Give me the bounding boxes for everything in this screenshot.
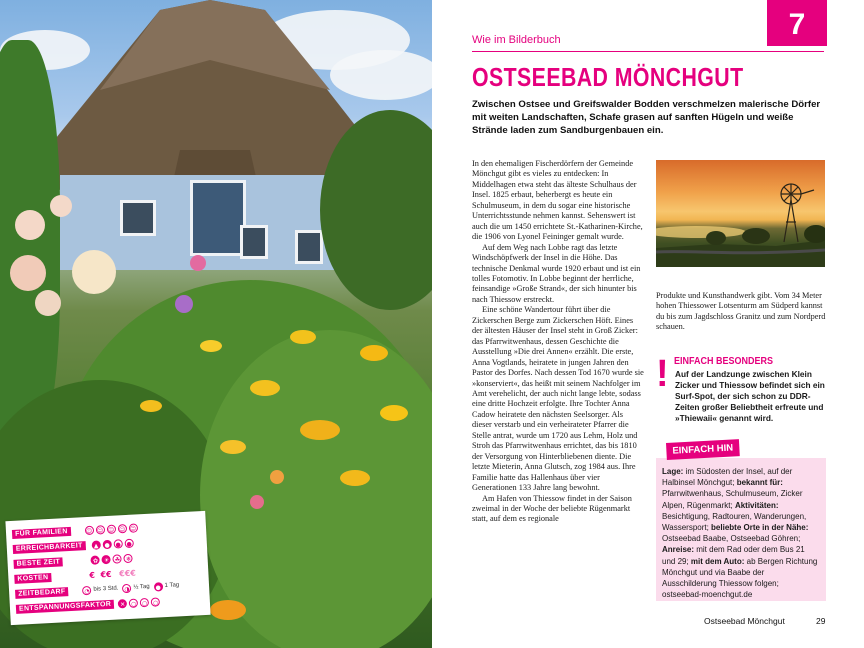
exclamation-icon: ! [656, 353, 669, 395]
rating-label: BESTE ZEIT [13, 557, 63, 569]
time-option: ½ Tag [133, 583, 150, 591]
chapter-number: 7 [767, 0, 827, 46]
time-option: 1 Tag [164, 582, 180, 590]
special-text: Auf der Landzunge zwischen Klein Zicker und Thiessow befindet sich ein Surf-Spot, der sich schon zu DDR-Zeiten großer Beliebtheit erfreute und »Thiewaii« genannt wird. [675, 369, 825, 423]
relax-icons: ✕ ○ ○ ○ [118, 597, 160, 608]
smiley-icons: ☺ ☺ ☺ ☺ ☺ [84, 523, 137, 535]
rating-label: ERREICHBARKEIT [13, 541, 86, 554]
body-paragraph: Am Hafen von Thiessow findet in der Saison zweimal in der Woche der beliebte Rügenmarkt statt, auf dem es regionale [472, 493, 632, 524]
page-title: OSTSEEBAD MÖNCHGUT [472, 62, 744, 92]
lead-paragraph: Zwischen Ostsee und Greifswalder Bodden verschmelzen malerische Dörfer mit weiten Landschaften, Schafe grasen auf sanften Hügeln und weiße Strände laden zum Sandburgenbauen ein. [472, 99, 821, 136]
footer-title: Ostseebad Mönchgut [704, 616, 785, 626]
season-icons: ✿ ☀ ☘ ❄ [91, 553, 133, 564]
rating-label: ZEITBEDARF [15, 587, 69, 599]
rating-card [5, 511, 210, 625]
body-column-2: Produkte und Kunsthandwerk gibt. Vom 34 Meter hohen Thiessower Lotsenturm am Südperd kannst du bis zum Jagdschloss Granitz und zum Nordperd schauen. [656, 291, 826, 332]
rating-label: ENTSPANNUNGSFAKTOR [16, 599, 115, 613]
body-column-1 [472, 159, 644, 525]
clock-icons: ◔ bis 3 Std. ◑ ½ Tag ● 1 Tag [84, 582, 180, 595]
page-number: 29 [816, 616, 826, 626]
body-paragraph: In den ehemaligen Fischerdörfern der Gemeinde Mönchgut gibt es vieles zu entdecken: In Middelhagen etwa steht das älteste Schulhaus der Insel. 1825 erbaut, beherbergt es heute ein Schulmuseum, in dem du sogar eine historische Unterrichtsstunde nehmen kannst. Sehenswert ist auch die um 1450 errichtete St.-Katharinen-Kirche, die 1906 von Lyonel Feininger gemalt wurde. [472, 159, 643, 242]
rating-label: KOSTEN [14, 572, 51, 583]
chapter-kicker: Wie im Bilderbuch [472, 34, 561, 46]
body-paragraph: Eine schöne Wandertour führt über die Zickerschen Berge zum Zickerschen Höft. Eines der ältesten Häuser der Insel steht in Groß Zicker: das Pfarrwitwenhaus, dessen Geschichte die Ausstellung »Die drei Annen« erzählt. Die erste, Anna Vogtlands, heiratete in jungen Jahren den Pastor des Dorfes. Nach dessen Tod 1670 wurde sie »konserviert«, das heißt mit seinem Nachfolger im Amt verehelicht, der auch nicht lange lebte, sodass eine dritte Hochzeit erfolgte. Ihre Tochter Anna Cadow heiratete den nächsten Seelsorger. Als dieser verstarb und ein verheirateter Pfarrer die Stelle antrat, wurde um 1720 aus Lehm, Holz und Stroh das Pfarrwitwenhaus errichtet, das bis 1810 der Versorgung von Hinterbliebenen diente. Die letzte Mieterin, Anna Glutsch, zog 1984 aus. Ihre Familie hatte das Hallenhaus über vier Generationen 133 Jahre lang bewohnt. [472, 305, 644, 493]
house-door [190, 180, 246, 256]
body-paragraph: Auf dem Weg nach Lobbe ragt das letzte Windschöpfwerk der Insel in die Höhe. Das technische Denkmal wurde 1920 erbaut und ist ein tolles Fotomotiv. In Lobbe beginnt der herrliche, feinsandige »Große Strand«, der sich hinunter bis nach Thiessow erstreckt. [472, 242, 641, 304]
transport-icons: ▲ ● ● ● [91, 538, 133, 549]
info-box: Lage: im Südosten der Insel, auf der Halbinsel Mönchgut; bekannt für: Pfarrwitwenhaus, Schulmuseum, Zicker Alpen, Rügenmarkt; Aktivitäten: Besichtigung, Radtouren, Wanderungen, Wassersport; beliebte Orte in der Nähe: Ostseebad Baabe, Ostseebad Göhren; Anreise: mit dem Rad oder dem Bus 21 und 29; mit dem Auto: ab Bergen Richtung Mönchgut und via Baabe der Ausschilderung Thiessow folgen; ostseebad-moenchgut.de [656, 458, 826, 601]
kicker-rule [472, 51, 824, 52]
info-heading: EINFACH HIN [666, 439, 739, 460]
time-option: bis 3 Std. [93, 585, 119, 593]
rating-label: FÜR FAMILIEN [12, 526, 71, 538]
special-heading: EINFACH BESONDERS [674, 356, 774, 367]
euro-icons: € €€ €€€ [89, 568, 137, 580]
windpump-sunset-photo [656, 160, 825, 267]
